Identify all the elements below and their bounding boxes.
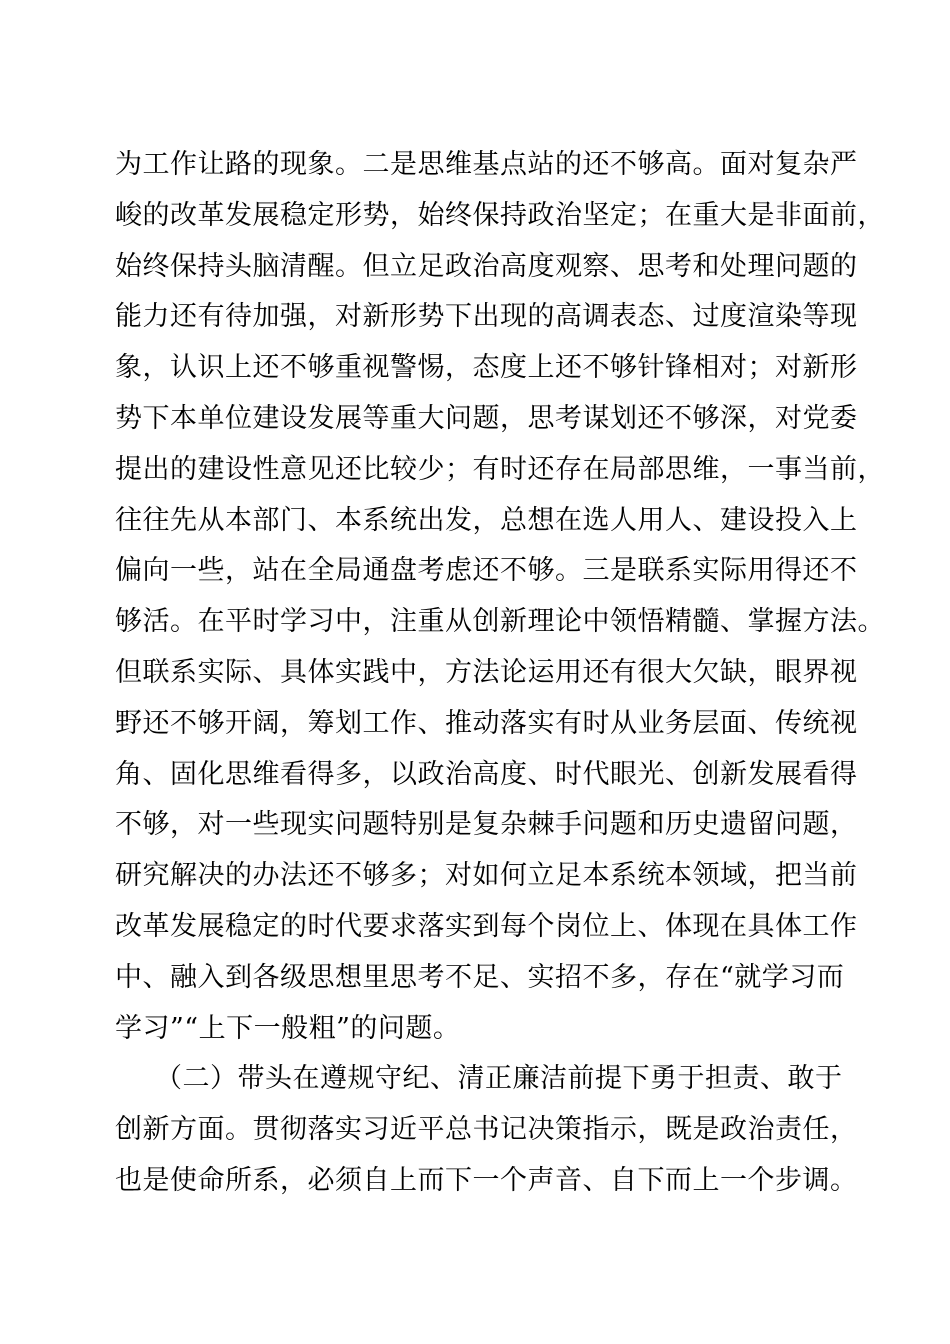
text-line: 中、融入到各级思想里思考不足、实招不多，存在“就学习而	[115, 961, 845, 993]
text-line: 改革发展稳定的时代要求落实到每个岗位上、体现在具体工作	[115, 910, 858, 942]
text-line: 能力还有待加强，对新形势下出现的高调表态、过度渲染等现	[115, 301, 858, 333]
text-line: 偏向一些，站在全局通盘考虑还不够。三是联系实际用得还不	[115, 555, 858, 587]
text-line: 研究解决的办法还不够多；对如何立足本系统本领域，把当前	[115, 860, 858, 892]
text-line: 象，认识上还不够重视警惕，态度上还不够针锋相对；对新形	[115, 352, 858, 384]
text-line: 始终保持头脑清醒。但立足政治高度观察、思考和处理问题的	[115, 250, 858, 282]
section-heading-line: （二）带头在遵规守纪、清正廉洁前提下勇于担责、敢于	[155, 1063, 843, 1095]
text-line: 提出的建设性意见还比较少；有时还存在局部思维，一事当前，	[115, 453, 885, 485]
text-line: 但联系实际、具体实践中，方法论运用还有很大欠缺，眼界视	[115, 656, 858, 688]
text-line: 为工作让路的现象。二是思维基点站的还不够高。面对复杂严	[115, 149, 858, 180]
text-line: 往往先从本部门、本系统出发，总想在选人用人、建设投入上	[115, 504, 858, 536]
text-line: 峻的改革发展稳定形势，始终保持政治坚定；在重大是非面前，	[115, 199, 885, 231]
body-text	[115, 140, 885, 1207]
text-line: 也是使命所系，必须自上而下一个声音、自下而上一个步调。	[115, 1164, 858, 1196]
paragraph-end-line: 学习”“上下一般粗”的问题。	[115, 1012, 461, 1044]
text-line: 野还不够开阔，筹划工作、推动落实有时从业务层面、传统视	[115, 707, 858, 739]
text-line: 创新方面。贯彻落实习近平总书记决策指示，既是政治责任，	[115, 1114, 858, 1146]
text-line: 不够，对一些现实问题特别是复杂棘手问题和历史遗留问题，	[115, 809, 858, 841]
text-line: 角、固化思维看得多，以政治高度、时代眼光、创新发展看得	[115, 758, 858, 790]
text-line: 势下本单位建设发展等重大问题，思考谋划还不够深，对党委	[115, 402, 858, 434]
text-line: 够活。在平时学习中，注重从创新理论中领悟精髓、掌握方法。	[115, 606, 885, 638]
